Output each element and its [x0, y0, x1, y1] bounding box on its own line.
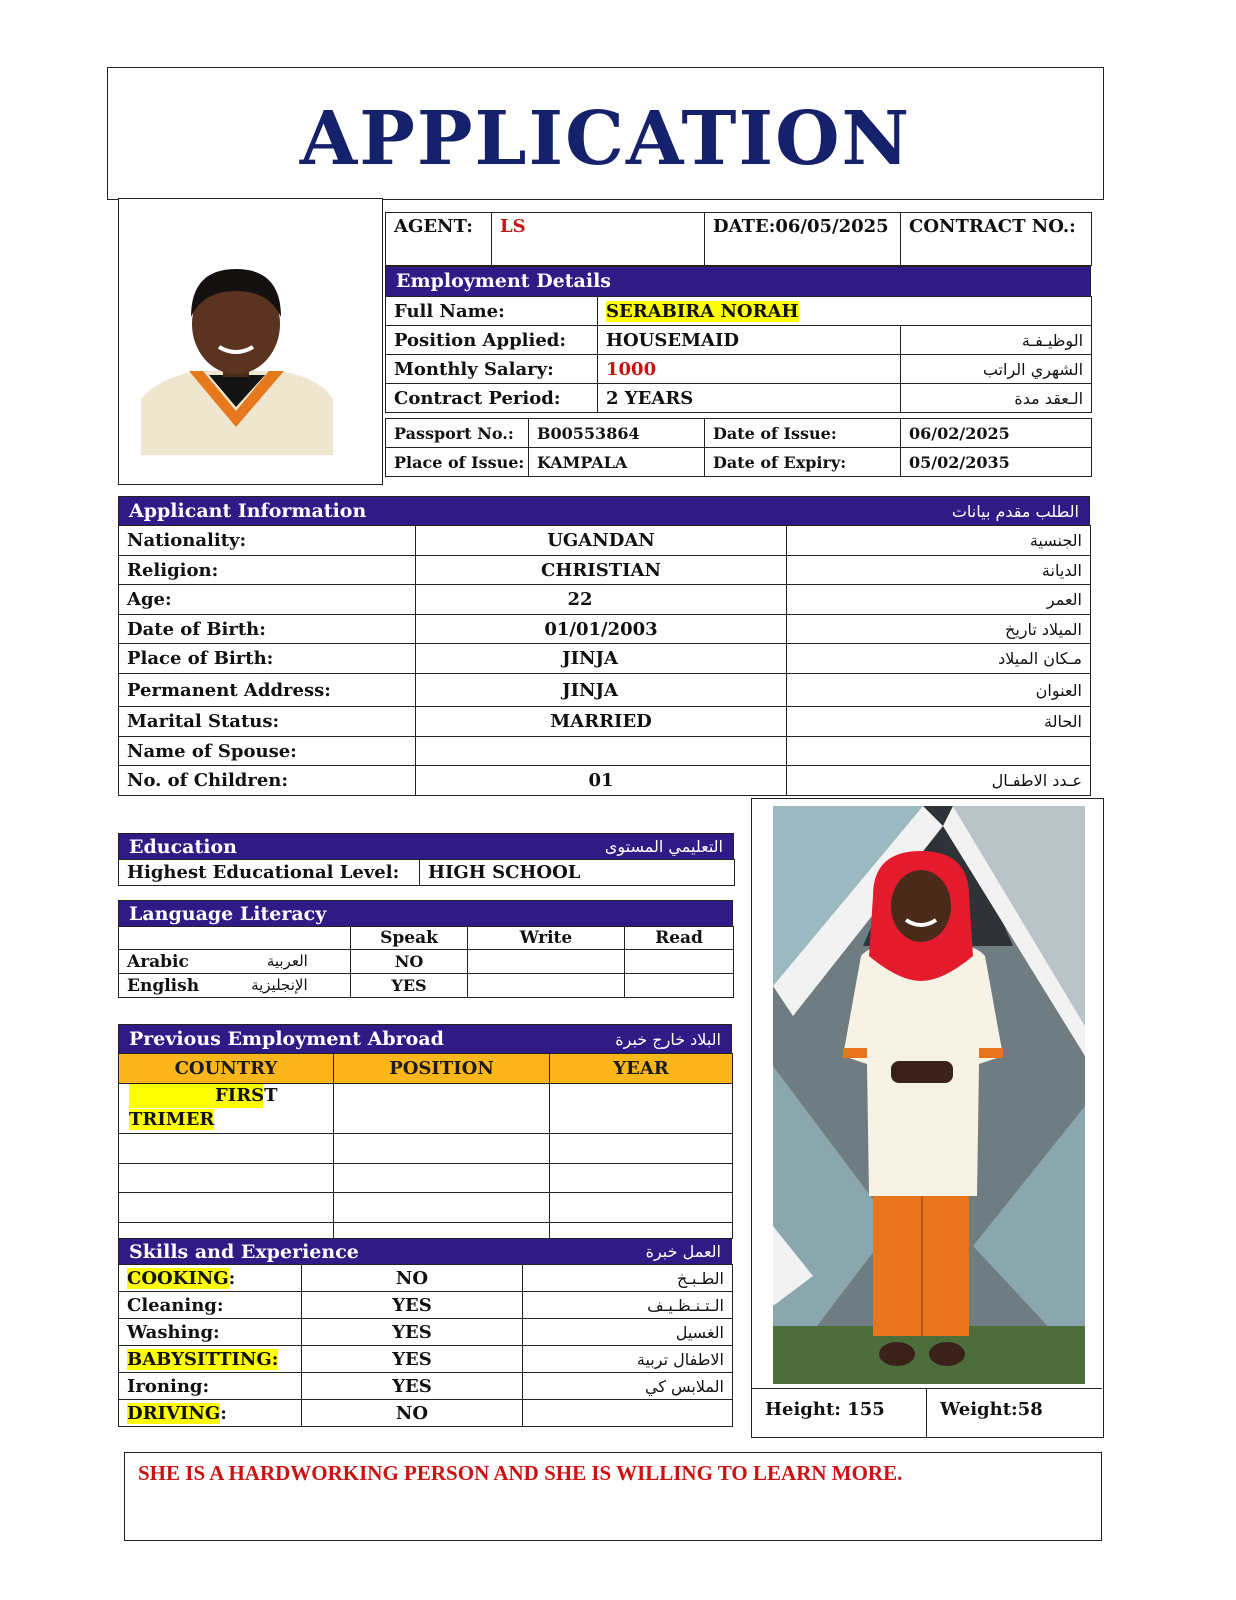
english-read	[625, 974, 734, 998]
arabic-read	[625, 950, 734, 974]
skills-table	[118, 1264, 733, 1427]
contract-period-ar: الـعقد مدة	[901, 384, 1092, 413]
previous-year-4	[550, 1193, 733, 1223]
english-write	[468, 974, 625, 998]
religion-value: CHRISTIAN	[416, 556, 787, 585]
salary-ar: الشهري الراتب	[901, 355, 1092, 384]
previous-country-2	[119, 1134, 334, 1164]
previous-position-3	[334, 1164, 550, 1193]
arabic-speak: NO	[351, 950, 468, 974]
issue-date-value: 06/02/2025	[901, 419, 1092, 448]
ironing-value: YES	[302, 1373, 523, 1400]
previous-country-1	[119, 1084, 334, 1134]
previous-table	[118, 1053, 733, 1239]
previous-year-1	[550, 1084, 733, 1134]
trimer-line	[119, 1108, 333, 1132]
col-country: COUNTRY	[119, 1054, 334, 1084]
babysitting-label	[119, 1346, 302, 1373]
salary-value: 1000	[598, 355, 901, 384]
applicant-header-label: Applicant Information	[129, 500, 367, 522]
position-value: HOUSEMAID	[598, 326, 901, 355]
skills-header	[118, 1238, 732, 1265]
driving-ar	[523, 1400, 733, 1427]
washing-label: Washing:	[119, 1319, 302, 1346]
children-ar: عـدد الاطفـال	[787, 766, 1091, 796]
passport-no-label: Passport No.:	[386, 419, 529, 448]
education-table	[118, 859, 735, 886]
cleaning-ar: الـتـنـظـيـف	[523, 1292, 733, 1319]
expiry-date-label: Date of Expiry:	[705, 448, 901, 477]
employment-header-label: Employment Details	[396, 270, 611, 292]
education-header	[118, 833, 734, 860]
ironing-ar: الملابس كي	[523, 1373, 733, 1400]
title-box	[107, 67, 1104, 200]
babysitting-value: YES	[302, 1346, 523, 1373]
weight-cell	[927, 1389, 1102, 1437]
skills-header-ar: العمل خبرة	[645, 1242, 721, 1261]
date-label: DATE:06/05/2025	[705, 213, 901, 266]
previous-country-3	[119, 1164, 334, 1193]
contract-period-value: 2 YEARS	[598, 384, 901, 413]
arabic-write	[468, 950, 625, 974]
address-label: Permanent Address:	[119, 674, 416, 707]
applicant-table	[118, 525, 1091, 796]
previous-header-label: Previous Employment Abroad	[129, 1028, 444, 1050]
language-row-arabic	[119, 950, 351, 974]
passport-no-value: B00553864	[529, 419, 705, 448]
arabic-ar: العربية	[266, 951, 308, 970]
cooking-value: NO	[302, 1265, 523, 1292]
previous-position-4	[334, 1193, 550, 1223]
marital-ar: الحالة	[787, 707, 1091, 737]
driving-value: NO	[302, 1400, 523, 1427]
spouse-label: Name of Spouse:	[119, 737, 416, 766]
expiry-date-value: 05/02/2035	[901, 448, 1092, 477]
previous-header-ar: البلاد خارج خبرة	[615, 1029, 721, 1049]
first-label: FIRST	[129, 1084, 263, 1108]
driving-colon: :	[220, 1402, 227, 1424]
english-speak: YES	[351, 974, 468, 998]
agent-label: AGENT:	[386, 213, 492, 266]
religion-label: Religion:	[119, 556, 416, 585]
education-header-label: Education	[129, 835, 237, 858]
col-read: Read	[625, 927, 734, 950]
page-title: APPLICATION	[299, 96, 912, 182]
top-info-table	[385, 212, 1092, 266]
age-label: Age:	[119, 585, 416, 615]
previous-header	[118, 1024, 732, 1054]
cooking-colon: :	[228, 1267, 236, 1289]
remark-text: SHE IS A HARDWORKING PERSON AND SHE IS WILLING TO LEARN MORE.	[138, 1461, 903, 1485]
driving-text: DRIVING	[127, 1402, 221, 1424]
measurements-row	[752, 1388, 1102, 1436]
portrait-photo	[119, 199, 381, 483]
previous-country-4	[119, 1193, 334, 1223]
full-name-text: SERABIRA NORAH	[606, 300, 799, 322]
pob-label: Place of Birth:	[119, 644, 416, 674]
dob-value: 01/01/2003	[416, 615, 787, 644]
washing-value: YES	[302, 1319, 523, 1346]
age-ar: العمر	[787, 585, 1091, 615]
previous-position-2	[334, 1134, 550, 1164]
previous-position-1	[334, 1084, 550, 1134]
babysitting-text: BABYSITTING:	[127, 1348, 279, 1370]
portrait-photo-frame	[118, 198, 383, 485]
babysitting-ar: الاطفال تربية	[523, 1346, 733, 1373]
spouse-ar	[787, 737, 1091, 766]
height-cell	[752, 1389, 927, 1437]
cleaning-value: YES	[302, 1292, 523, 1319]
applicant-header	[118, 496, 1090, 526]
education-level-label: Highest Educational Level:	[119, 860, 420, 886]
full-name-value	[598, 297, 1092, 326]
education-header-ar: التعليمي المستوى	[604, 837, 723, 856]
position-ar: الوظيـفـة	[901, 326, 1092, 355]
language-table	[118, 926, 734, 998]
language-row-english	[119, 974, 351, 998]
previous-year-5	[550, 1223, 733, 1239]
col-write: Write	[468, 927, 625, 950]
previous-year-3	[550, 1164, 733, 1193]
fullbody-photo	[773, 806, 1085, 1384]
height-value: Height: 155	[765, 1399, 885, 1420]
spouse-value	[416, 737, 787, 766]
place-issue-value: KAMPALA	[529, 448, 705, 477]
passport-table	[385, 418, 1092, 477]
col-speak: Speak	[351, 927, 468, 950]
english-ar: الإنجليزية	[251, 975, 308, 994]
children-value: 01	[416, 766, 787, 796]
marital-value: MARRIED	[416, 707, 787, 737]
skills-header-label: Skills and Experience	[129, 1240, 359, 1263]
cooking-ar: الطـبـخ	[523, 1265, 733, 1292]
previous-year-2	[550, 1134, 733, 1164]
language-header-label: Language Literacy	[129, 903, 327, 925]
arabic-label: Arabic	[127, 951, 189, 972]
english-label: English	[127, 975, 200, 996]
nationality-label: Nationality:	[119, 526, 416, 556]
address-value: JINJA	[416, 674, 787, 707]
marital-label: Marital Status:	[119, 707, 416, 737]
previous-country-5	[119, 1223, 334, 1239]
driving-label	[119, 1400, 302, 1427]
age-value: 22	[416, 585, 787, 615]
ironing-label: Ironing:	[119, 1373, 302, 1400]
education-level-value: HIGH SCHOOL	[420, 860, 735, 886]
place-issue-label: Place of Issue:	[386, 448, 529, 477]
nationality-value: UGANDAN	[416, 526, 787, 556]
salary-label: Monthly Salary:	[386, 355, 598, 384]
issue-date-label: Date of Issue:	[705, 419, 901, 448]
children-label: No. of Children:	[119, 766, 416, 796]
dob-ar: الميلاد تاريخ	[787, 615, 1091, 644]
dob-label: Date of Birth:	[119, 615, 416, 644]
language-corner-cell	[119, 927, 351, 950]
employment-header	[385, 266, 1091, 297]
language-header	[118, 900, 733, 927]
contract-period-label: Contract Period:	[386, 384, 598, 413]
full-name-label: Full Name:	[386, 297, 598, 326]
pob-value: JINJA	[416, 644, 787, 674]
address-ar: العنوان	[787, 674, 1091, 707]
trimer-label: TRIMER	[129, 1109, 215, 1130]
weight-value: Weight:58	[940, 1399, 1043, 1420]
position-label: Position Applied:	[386, 326, 598, 355]
contract-label: CONTRACT NO.:	[901, 213, 1092, 266]
cooking-text: COOKING	[127, 1267, 229, 1289]
washing-ar: الغسيل	[523, 1319, 733, 1346]
cleaning-label: Cleaning:	[119, 1292, 302, 1319]
employment-table	[385, 296, 1092, 413]
pob-ar: مـكان الميلاد	[787, 644, 1091, 674]
applicant-header-ar: الطلب مقدم بيانات	[951, 501, 1079, 521]
cooking-label	[119, 1265, 302, 1292]
fullbody-photo-frame	[751, 798, 1104, 1438]
col-position: POSITION	[334, 1054, 550, 1084]
remark-box	[124, 1452, 1102, 1541]
agent-value: LS	[492, 213, 705, 266]
previous-position-5	[334, 1223, 550, 1239]
religion-ar: الديانة	[787, 556, 1091, 585]
nationality-ar: الجنسية	[787, 526, 1091, 556]
col-year: YEAR	[550, 1054, 733, 1084]
